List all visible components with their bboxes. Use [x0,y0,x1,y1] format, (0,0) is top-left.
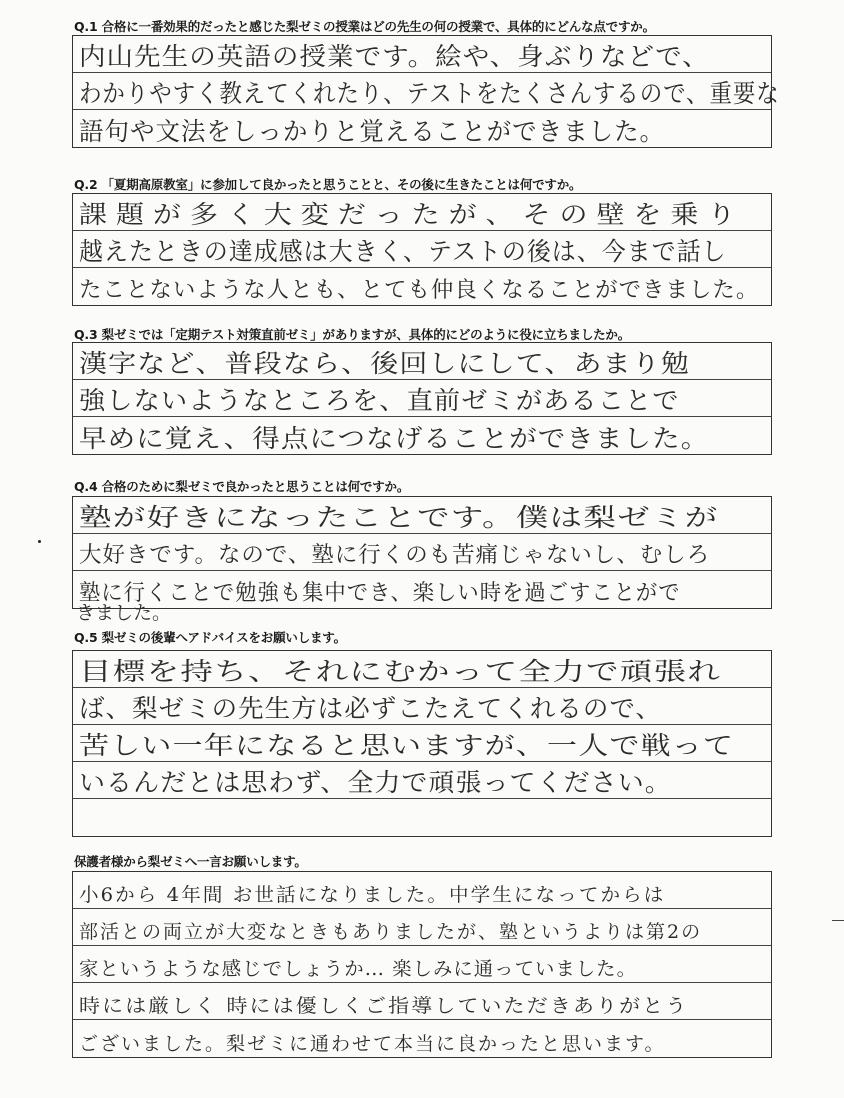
handwritten-text: いるんだとは思わず、全力で頑張ってください。 [79,768,672,797]
answer-line [73,268,771,305]
question-5: Q.5 梨ゼミの後輩へアドバイスをお願いします。 [74,630,346,645]
answer-box-2 [72,193,772,306]
answer-line [73,799,771,836]
answer-line [73,872,771,909]
scan-mark [832,920,844,921]
overflow-text: きました。 [76,602,172,624]
answer-line [73,417,771,454]
question-2: Q.2 「夏期高原教室」に参加して良かったと思うことと、その後に生きたことは何ですか。 [74,177,582,192]
answer-line [73,194,771,231]
handwritten-text: 塾が好きになったことです。僕は梨ゼミが [79,503,719,532]
answer-box-1 [72,35,780,148]
answer-line [73,571,771,608]
answer-line [73,909,771,946]
answer-box-parents [72,871,772,1058]
handwritten-text: 越えたときの達成感は大きく、テストの後は、今まで話し [79,237,727,266]
answer-line [73,534,771,571]
answer-line [73,343,771,380]
answer-line [73,231,771,268]
handwritten-text: 部活との両立が大変なときもありましたが、塾というよりは第2の [79,921,703,943]
handwritten-text: ございました。梨ゼミに通わせて本当に良かったと思います。 [79,1033,666,1055]
answer-box-5 [72,650,772,837]
handwritten-text: 目標を持ち、それにむかって全力で頑張れ [79,657,722,686]
handwritten-text: 語句や文法をしっかりと覚えることができました。 [79,117,666,146]
answer-box-3 [72,342,772,455]
question-1: Q.1 合格に一番効果的だったと感じた梨ゼミの授業はどの先生の何の授業で、具体的にどんな点ですか。 [74,19,655,34]
handwritten-text: ば、梨ゼミの先生方は必ずこたえてくれるので、 [79,694,662,723]
handwritten-text: 大好きです。なので、塾に行くのも苦痛じゃないし、むしろ [79,543,711,568]
handwritten-text: 内山先生の英語の授業です。絵や、身ぶりなどで、 [79,42,710,71]
handwritten-text: 塾に行くことで勉強も集中でき、楽しい時を過ごすことがで [79,581,681,606]
answer-box-4 [72,496,772,609]
scan-speck [38,540,41,543]
handwritten-text: 家というような感じでしょうか… 楽しみに通っていました。 [79,958,637,980]
answer-line [73,725,771,762]
question-4: Q.4 合格のために梨ゼミで良かったと思うことは何ですか。 [74,479,410,494]
question-3: Q.3 梨ゼミでは「定期テスト対策直前ゼミ」がありますが、具体的にどのように役に立ちましたか。 [74,327,631,342]
handwritten-text: 早めに覚え、得点につなげることができました。 [79,424,710,453]
answer-line [73,380,771,417]
handwritten-text: 小6から 4年間 お世話になりました。中学生になってからは [79,884,666,906]
answer-line [73,983,771,1020]
handwritten-text: たことないような人とも、とても仲良くなることができました。 [79,278,760,303]
answer-line [73,1020,771,1057]
handwritten-text: 時には厳しく 時には優しくご指導していただきありがとう [79,995,689,1017]
answer-line [73,762,771,799]
handwritten-text: 課題が多く大変だったが、その壁を乗り [79,200,745,229]
handwritten-text: 漢字など、普段なら、後回しにして、あまり勉 [79,349,690,378]
parents-question: 保護者様から梨ゼミへ一言お願いします。 [74,854,307,869]
answer-line [73,651,771,688]
answer-line [73,688,771,725]
answer-line [73,946,771,983]
answer-line [73,36,771,73]
answer-line [73,497,771,534]
answer-line [73,110,771,147]
handwritten-text: 苦しい一年になると思いますが、一人で戦って [79,731,735,760]
handwritten-text: 強しないようなところを、直前ゼミがあることで [79,386,680,415]
handwritten-text: わかりやすく教えてくれたり、テストをたくさんするので、重要な [79,79,780,108]
answer-line [73,73,780,110]
